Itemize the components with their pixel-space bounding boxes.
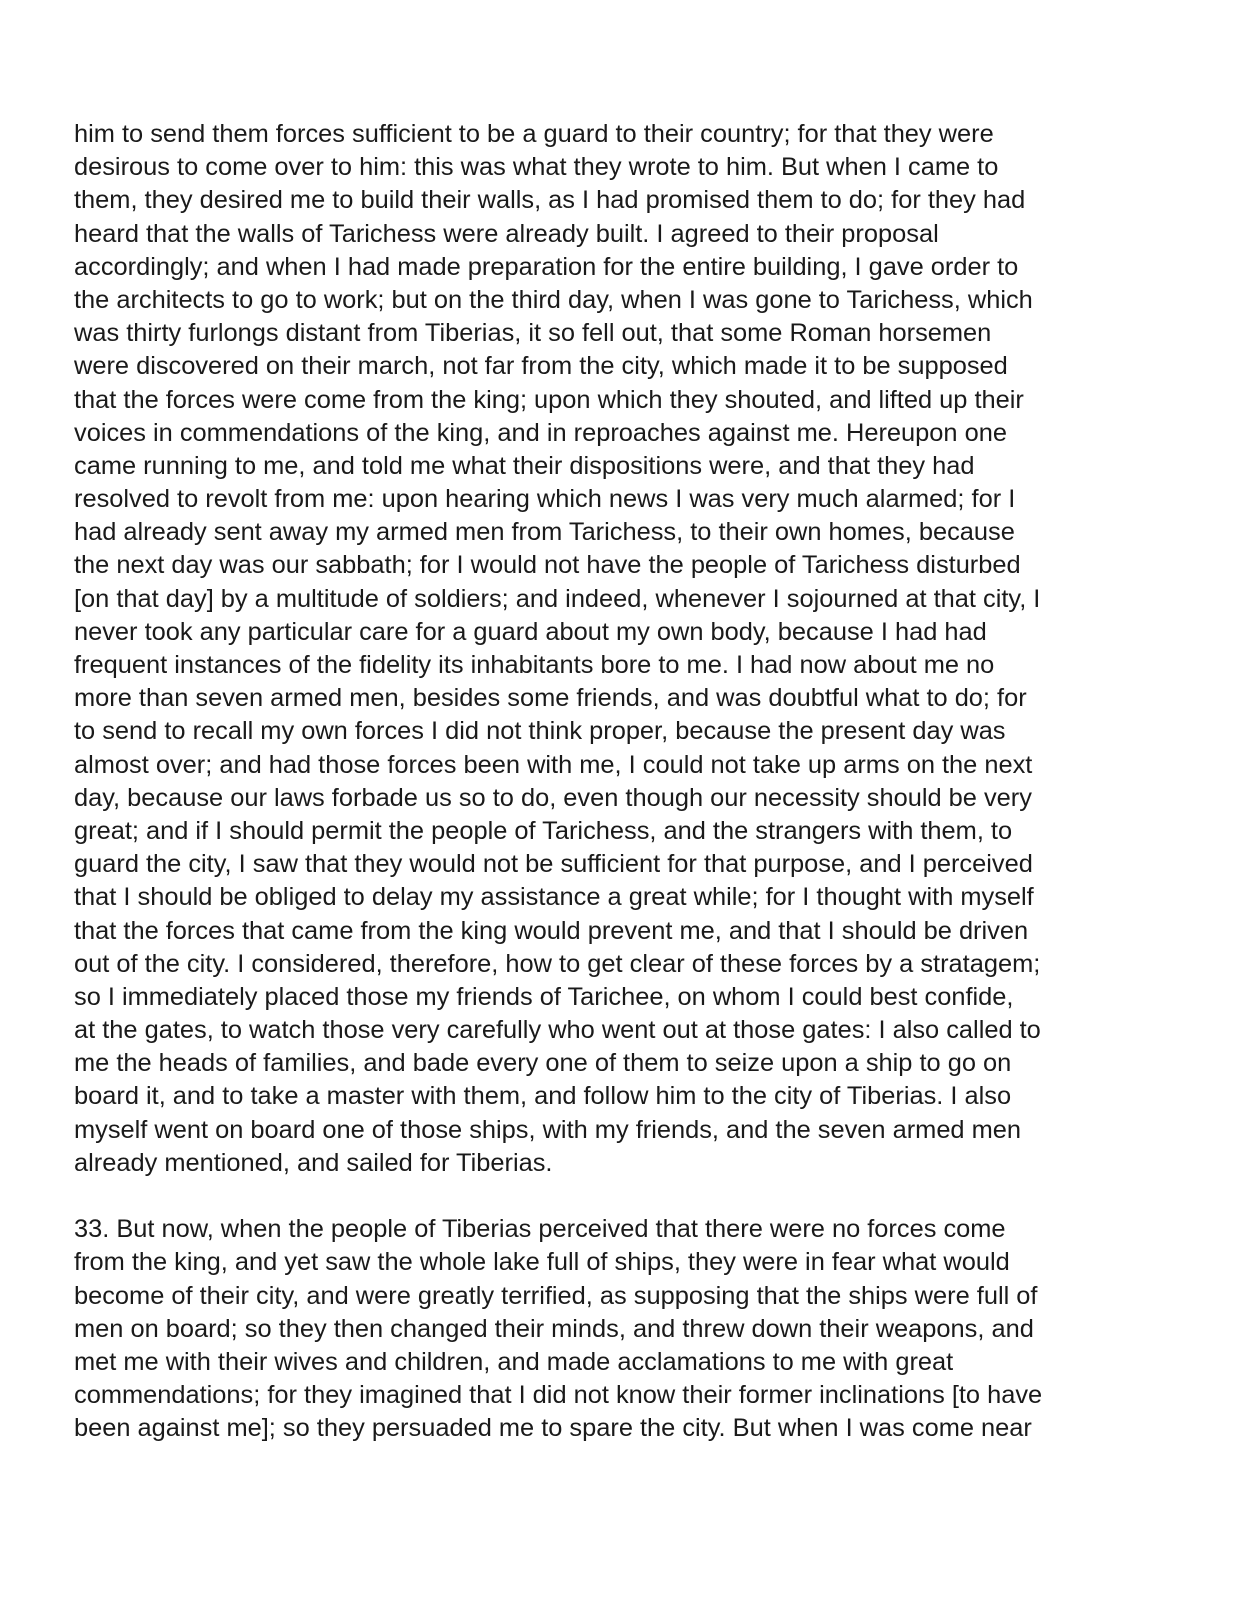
text-line: been against me]; so they persuaded me to spare the city. But when I was come near	[74, 1414, 1032, 1443]
text-line: accordingly; and when I had made preparation for the entire building, I gave order to	[74, 252, 1019, 281]
text-line: myself went on board one of those ships, with my friends, and the seven armed men	[74, 1115, 1022, 1144]
text-line: that the forces that came from the king would prevent me, and that I should be driven	[74, 916, 1029, 945]
text-line: great; and if I should permit the people of Tarichess, and the strangers with them, to	[74, 816, 1013, 845]
text-line: commendations; for they imagined that I did not know their former inclinations [to have	[74, 1381, 1043, 1410]
text-line: heard that the walls of Tarichess were already built. I agreed to their proposal	[74, 219, 939, 248]
text-line: frequent instances of the fidelity its inhabitants bore to me. I had now about me no	[74, 651, 995, 679]
text-line: came running to me, and told me what their dispositions were, and that they had	[74, 451, 975, 480]
text-line: almost over; and had those forces been with me, I could not take up arms on the next	[74, 750, 1033, 779]
document-page	[74, 118, 1164, 1446]
text-line: board it, and to take a master with them, and follow him to the city of Tiberias. I also	[74, 1082, 1012, 1111]
text-line: more than seven armed men, besides some friends, and was doubtful what to do; for	[74, 684, 1027, 713]
text-line: never took any particular care for a guard about my own body, because I had had	[74, 617, 987, 646]
text-line: day, because our laws forbade us so to do, even though our necessity should be very	[74, 783, 1032, 812]
text-line: him to send them forces sufficient to be a guard to their country; for that they were	[74, 120, 994, 148]
text-line: resolved to revolt from me: upon hearing which news I was very much alarmed; for I	[74, 485, 1016, 514]
text-line: had already sent away my armed men from Tarichess, to their own homes, because	[74, 518, 1015, 547]
paragraph-spacer	[74, 1180, 1164, 1213]
text-line: out of the city. I considered, therefore, how to get clear of these forces by a stratagem;	[74, 949, 1041, 978]
text-line: from the king, and yet saw the whole lake full of ships, they were in fear what would	[74, 1248, 1010, 1277]
text-line: that I should be obliged to delay my assistance a great while; for I thought with myself	[74, 883, 1034, 912]
text-line: met me with their wives and children, and made acclamations to me with great	[74, 1347, 954, 1376]
text-line: become of their city, and were greatly terrified, as supposing that the ships were full of	[74, 1281, 1038, 1310]
text-line: was thirty furlongs distant from Tiberias, it so fell out, that some Roman horsemen	[74, 319, 992, 348]
text-line: men on board; so they then changed their minds, and threw down their weapons, and	[74, 1314, 1034, 1343]
text-line: me the heads of families, and bade every one of them to seize upon a ship to go on	[74, 1049, 1012, 1078]
paragraph-2	[74, 1213, 1164, 1445]
paragraph-1	[74, 118, 1164, 1180]
text-line: [on that day] by a multitude of soldiers; and indeed, whenever I sojourned at that city, I	[74, 584, 1041, 613]
text-line: at the gates, to watch those very carefully who went out at those gates: I also called to	[74, 1016, 1041, 1045]
text-line: that the forces were come from the king; upon which they shouted, and lifted up their	[74, 385, 1024, 414]
text-line: guard the city, I saw that they would not be sufficient for that purpose, and I perceived	[74, 850, 1033, 879]
text-line: were discovered on their march, not far from the city, which made it to be supposed	[74, 352, 1008, 381]
text-line: the architects to go to work; but on the third day, when I was gone to Tarichess, which	[74, 285, 1033, 314]
text-line: so I immediately placed those my friends of Tarichee, on whom I could best confide,	[74, 982, 1014, 1011]
text-line: to send to recall my own forces I did not think proper, because the present day was	[74, 717, 1006, 746]
text-line: voices in commendations of the king, and in reproaches against me. Hereupon one	[74, 418, 1007, 447]
text-line: 33. But now, when the people of Tiberias perceived that there were no forces come	[74, 1215, 1006, 1244]
text-line: already mentioned, and sailed for Tiberias.	[74, 1148, 553, 1177]
text-line: the next day was our sabbath; for I would not have the people of Tarichess disturbed	[74, 551, 1021, 580]
text-line: desirous to come over to him: this was what they wrote to him. But when I came to	[74, 153, 999, 182]
text-line: them, they desired me to build their walls, as I had promised them to do; for they had	[74, 186, 1026, 215]
